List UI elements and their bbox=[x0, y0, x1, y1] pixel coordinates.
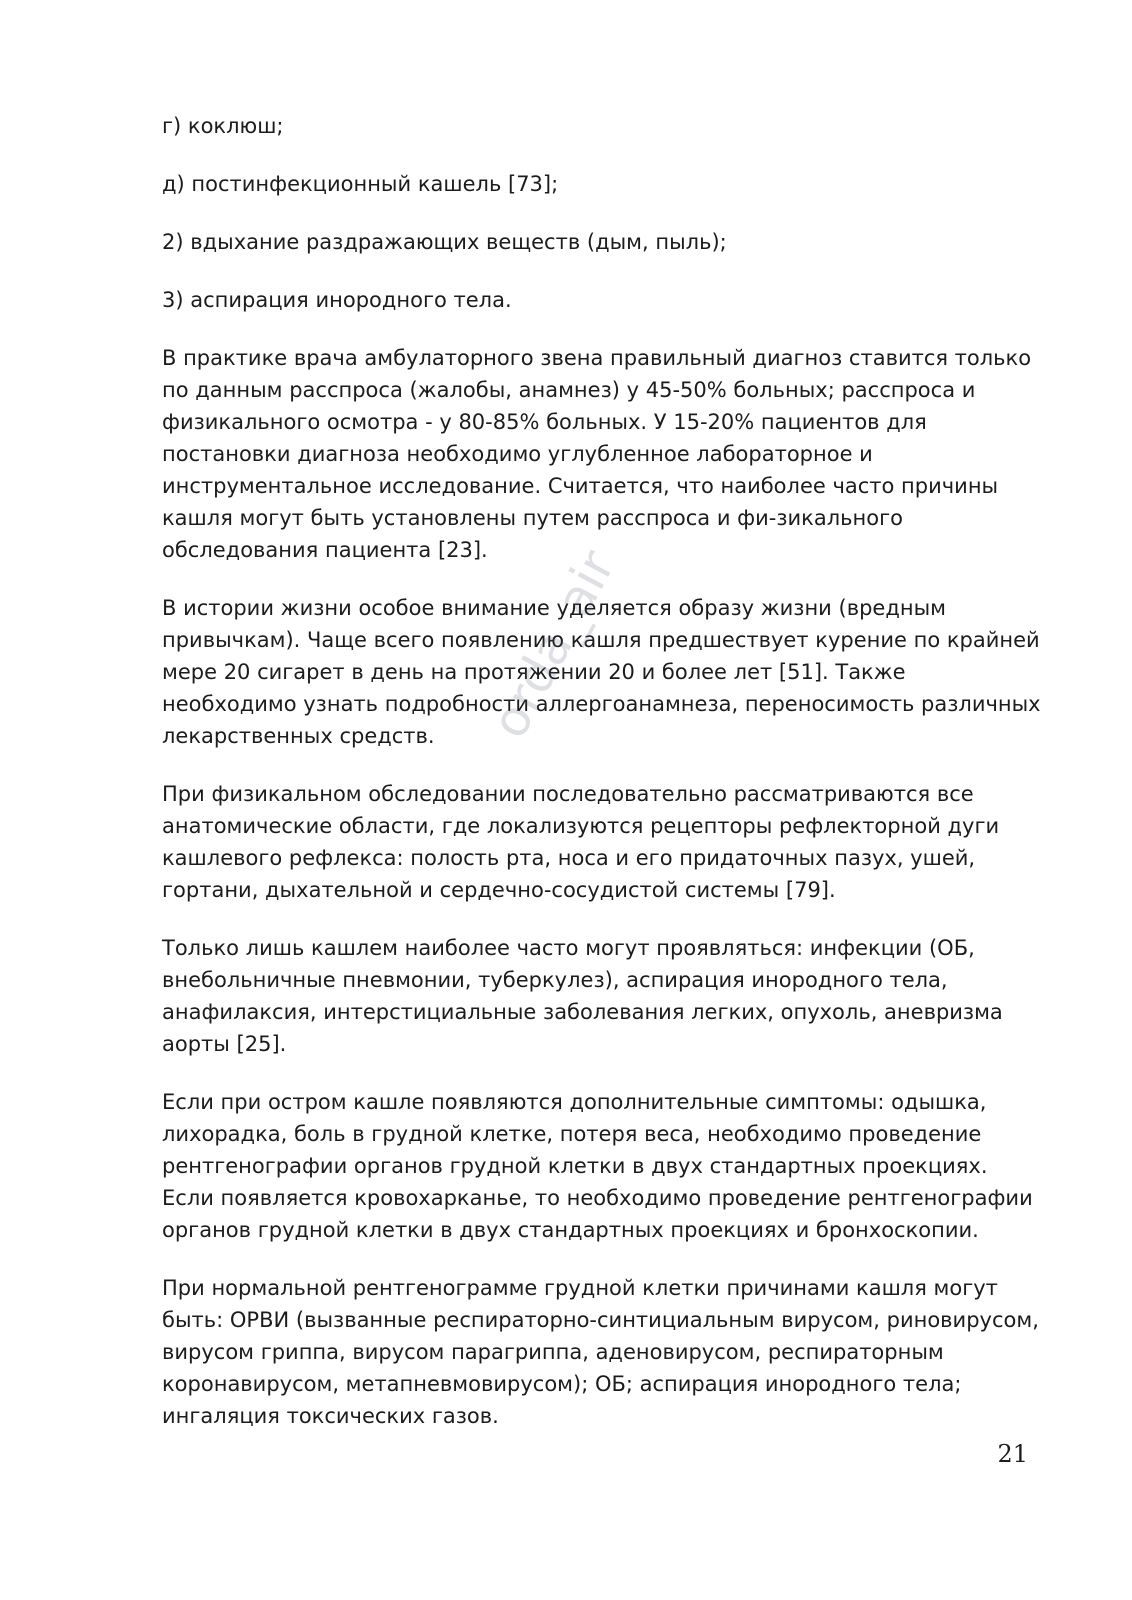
list-item-irritant-inhalation: 2) вдыхание раздражающих веществ (дым, пыль); bbox=[162, 230, 727, 254]
paragraph-life-history: В истории жизни особое внимание уделяется образу жизни (вредным привычкам). Чаще всего появлению кашля предшествует курение по крайней мере 20 сигарет в день на протяжении 20 и более лет [51]. Также необходимо узнать подробности аллергоанамнеза, переносимость различных лекарственных средств. bbox=[162, 596, 1041, 748]
document-body bbox=[162, 110, 1042, 1458]
paragraph-physical-exam: При физикальном обследовании последовательно рассматриваются все анатомические области, где локализуются рецепторы рефлекторной дуги кашлевого рефлекса: полость рта, носа и его придаточных пазух, ушей, гортани, дыхательной и сердечно-сосудистой системы [79]. bbox=[162, 782, 1000, 902]
page-number: 21 bbox=[997, 1440, 1028, 1468]
list-item-postinfectious-cough: д) постинфекционный кашель [73]; bbox=[162, 172, 559, 196]
paragraph-cough-only-conditions: Только лишь кашлем наиболее часто могут проявляться: инфекции (ОБ, внебольничные пневмонии, туберкулез), аспирация инородного тела, анафилаксия, интерстициальные заболевания легких, опухоль, аневризма аорты [25]. bbox=[162, 936, 1003, 1056]
paragraph-acute-cough-xray: Если при остром кашле появляются дополнительные симптомы: одышка, лихорадка, боль в грудной клетке, потеря веса, необходимо проведение рентгенографии органов грудной клетки в двух стандартных проекциях. Если появляется кровохарканье, то необходимо проведение рентгенографии органов грудной клетки в двух стандартных проекциях и бронхоскопии. bbox=[162, 1090, 1033, 1242]
list-item-foreign-body-aspiration: 3) аспирация инородного тела. bbox=[162, 288, 512, 312]
watermark: orda_air bbox=[480, 540, 627, 748]
paragraph-normal-xray-causes: При нормальной рентгенограмме грудной клетки причинами кашля могут быть: ОРВИ (вызванные респираторно-синтициальным вирусом, риновирусом, вирусом гриппа, вирусом парагриппа, аденовирусом, респираторным коронавирусом, метапневмовирусом); ОБ; аспирация инородного тела; ингаляция токсических газов. bbox=[162, 1276, 1039, 1428]
list-item-pertussis: г) коклюш; bbox=[162, 114, 284, 138]
paragraph-diagnosis-practice: В практике врача амбулаторного звена правильный диагноз ставится только по данным расспроса (жалобы, анамнез) у 45-50% больных; расспроса и физикального осмотра - у 80-85% больных. У 15-20% пациентов для постановки диагноза необходимо углубленное лабораторное и инструментальное исследование. Считается, что наиболее часто причины кашля могут быть установлены путем расспроса и фи-зикального обследования пациента [23]. bbox=[162, 346, 1032, 562]
